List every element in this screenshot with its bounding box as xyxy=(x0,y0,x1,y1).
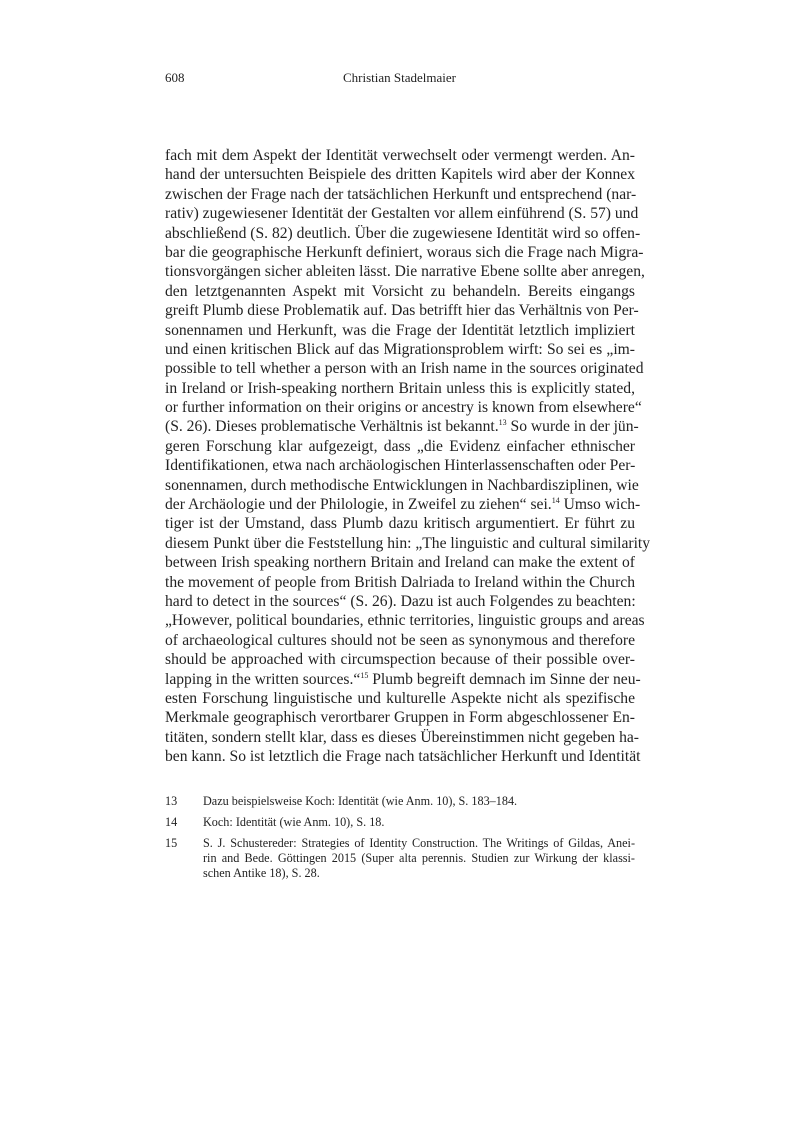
body-line: fach mit dem Aspekt der Identität verwechselt oder vermengt werden. An- xyxy=(165,147,635,164)
body-line xyxy=(165,670,641,689)
body-line: the movement of people from British Dalriada to Ireland within the Church xyxy=(165,573,635,591)
footnote-line: Koch: Identität (wie Anm. 10), S. 18. xyxy=(203,815,385,829)
body-line: hard to detect in the sources“ (S. 26). Dazu ist auch Folgendes zu beachten: xyxy=(165,592,636,610)
footnote-line: schen Antike 18), S. 28. xyxy=(203,866,320,880)
body-line: in Ireland or Irish-speaking northern Britain unless this is explicitly stated, xyxy=(165,379,635,397)
body-line xyxy=(165,417,639,436)
body-line: bar die geographische Herkunft definiert, woraus sich die Frage nach Migra- xyxy=(165,243,644,261)
line-text: (S. 26). Dieses problematische Verhältnis ist bekannt. xyxy=(165,418,499,436)
footnote-number: 15 xyxy=(165,836,178,850)
body-line: den letztgenannten Aspekt mit Vorsicht zu behandeln. Bereits eingangs xyxy=(165,282,635,300)
footnote xyxy=(165,836,635,881)
body-line: Identifikationen, etwa nach archäologischen Hinterlassenschaften oder Per- xyxy=(165,457,636,475)
body-line: titäten, sondern stellt klar, dass es dieses Übereinstimmen nicht gegeben ha- xyxy=(165,728,639,746)
footnote-text xyxy=(203,794,635,809)
body-line xyxy=(165,495,641,514)
footnote-reference[interactable]: 15 xyxy=(360,670,369,680)
body-line: between Irish speaking northern Britain and Ireland can make the extent of xyxy=(165,554,635,572)
body-line: „However, political boundaries, ethnic territories, linguistic groups and areas xyxy=(165,612,645,630)
body-line: diesem Punkt über die Feststellung hin: „The linguistic and cultural similarity xyxy=(165,534,651,552)
page-number: 608 xyxy=(165,70,185,85)
body-line: sonennamen, durch methodische Entwicklungen in Nachbardisziplinen, wie xyxy=(165,476,639,494)
body-line: esten Forschung linguistische und kulturelle Aspekte nicht als spezifische xyxy=(165,689,635,707)
body-text xyxy=(165,146,651,767)
footnote-text xyxy=(203,815,635,830)
running-head: Christian Stadelmaier xyxy=(342,70,456,85)
footnote-line: Dazu beispielsweise Koch: Identität (wie Anm. 10), S. 183–184. xyxy=(203,794,518,808)
footnote-reference[interactable]: 13 xyxy=(498,418,507,428)
body-line: und einen kritischen Blick auf das Migrationsproblem wirft: So sei es „im- xyxy=(165,340,635,358)
body-line: or further information on their origins or ancestry is known from elsewhere“ xyxy=(165,399,642,417)
body-line: geren Forschung klar aufgezeigt, dass „die Evidenz einfacher ethnischer xyxy=(165,437,635,455)
footnote-number: 14 xyxy=(165,815,178,829)
body-line: hand der untersuchten Beispiele des dritten Kapitels wird aber der Konnex xyxy=(165,166,635,184)
footnote-text xyxy=(203,836,635,881)
body-line: sonennamen und Herkunft, was die Frage der Identität letztlich impliziert xyxy=(165,321,635,339)
body-line: tionsvorgängen sicher ableiten lässt. Die narrative Ebene sollte aber anregen, xyxy=(165,263,645,281)
footnote-line: rin and Bede. Göttingen 2015 (Super alta perennis. Studien zur Wirkung der klassi- xyxy=(203,851,635,865)
body-line: tiger ist der Umstand, dass Plumb dazu kritisch argumentiert. Er führt zu xyxy=(165,515,635,533)
footnote-line: S. J. Schustereder: Strategies of Identity Construction. The Writings of Gildas, Anei- xyxy=(203,836,635,850)
body-line: greift Plumb diese Problematik auf. Das betrifft hier das Verhältnis von Per- xyxy=(165,302,639,320)
body-line: possible to tell whether a person with an Irish name in the sources originated xyxy=(165,360,644,378)
body-line: of archaeological cultures should not be seen as synonymous and therefore xyxy=(165,631,635,649)
body-line: rativ) zugewiesener Identität der Gestalten vor allem einführend (S. 57) und xyxy=(165,205,639,223)
line-text: Umso wich- xyxy=(559,496,641,514)
footnote xyxy=(165,794,635,809)
footnote-number: 13 xyxy=(165,794,178,808)
body-line: abschließend (S. 82) deutlich. Über die zugewiesene Identität wird so offen- xyxy=(165,224,641,242)
body-line: ben kann. So ist letztlich die Frage nach tatsächlicher Herkunft und Identität xyxy=(165,748,641,766)
line-text: der Archäologie und der Philologie, in Zweifel zu ziehen“ sei. xyxy=(165,496,552,514)
footnotes xyxy=(165,794,635,887)
footnote-reference[interactable]: 14 xyxy=(551,496,560,506)
body-line: Merkmale geographisch verortbarer Gruppen in Form abgeschlossener En- xyxy=(165,709,635,727)
footnote xyxy=(165,815,635,830)
body-line: zwischen der Frage nach der tatsächlichen Herkunft und entsprechend (nar- xyxy=(165,185,637,203)
body-line: should be approached with circumspection because of their possible over- xyxy=(165,651,635,669)
line-text: lapping in the written sources.“ xyxy=(165,670,361,688)
line-text: So wurde in der jün- xyxy=(506,418,639,436)
line-text: Plumb begreift demnach im Sinne der neu- xyxy=(368,670,641,688)
